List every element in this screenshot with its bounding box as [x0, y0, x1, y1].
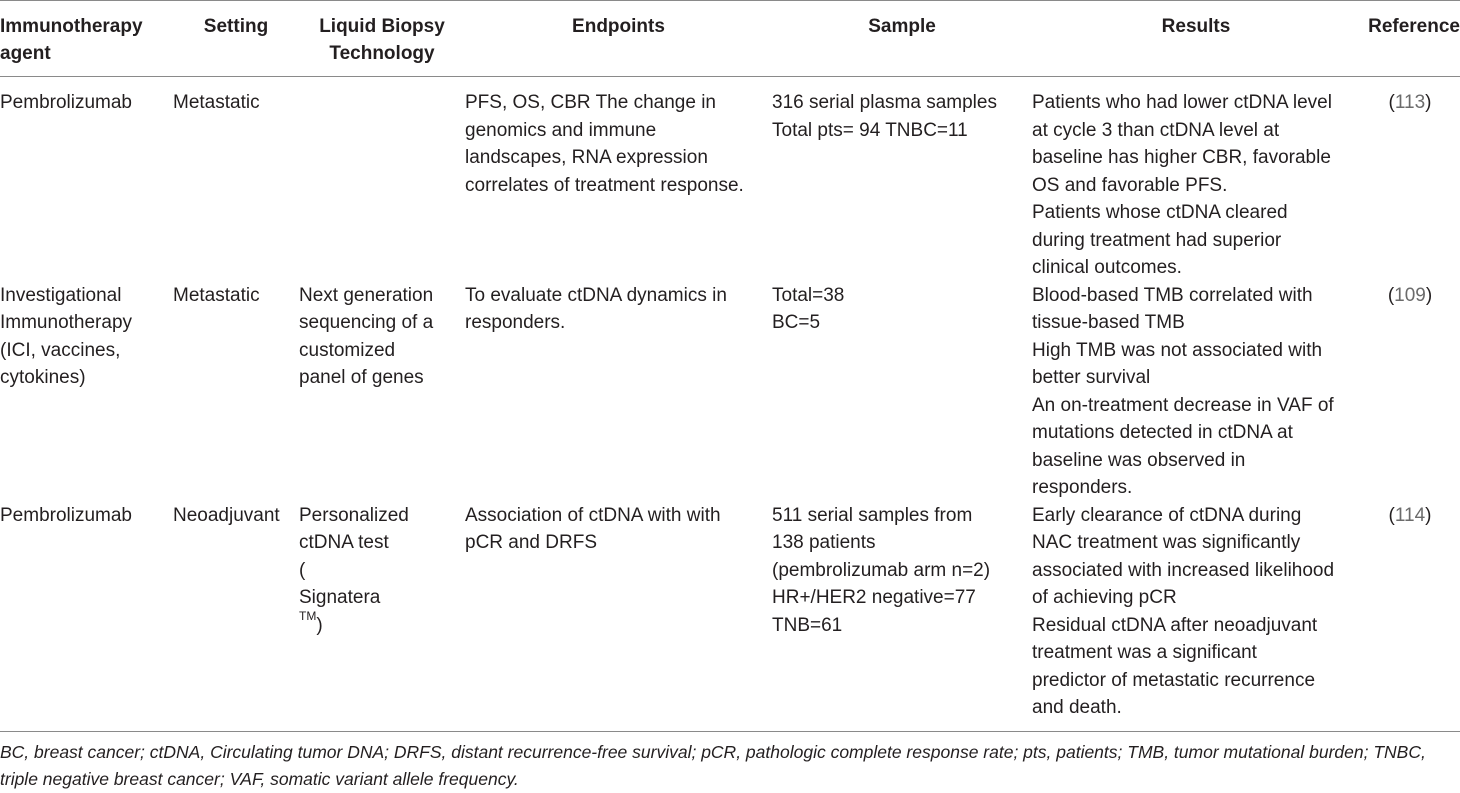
- cell-line: Patients whose ctDNA cleared: [1032, 202, 1288, 223]
- endpoints-cell: [465, 282, 772, 502]
- cell-line: better survival: [1032, 367, 1151, 388]
- cell-line: cytokines): [0, 367, 86, 388]
- cell-line: tissue-based TMB: [1032, 312, 1185, 333]
- cell-line: predictor of metastatic recurrence: [1032, 669, 1316, 691]
- table-footnote: BC, breast cancer; ctDNA, Circulating tumor DNA; DRFS, distant recurrence-free survival; pCR, pathologic complete response rate; pts, patients; TMB, tumor mutational burden; TNBC, triple negative breast cancer; VAF, somatic variant allele frequency.: [0, 742, 1426, 789]
- cell-line: PFS, OS, CBR The change in: [465, 92, 716, 113]
- table-row: [0, 77, 1460, 282]
- endpoints-cell: [465, 502, 772, 722]
- table-header: [0, 1, 1460, 77]
- cell-line: mutations detected in ctDNA at: [1032, 422, 1293, 443]
- technology-cell: [299, 282, 465, 502]
- agent-cell: [0, 282, 173, 502]
- cell-line: baseline was observed in: [1032, 449, 1246, 471]
- technology-line: Personalized: [299, 504, 409, 526]
- setting-cell: Metastatic: [173, 92, 260, 113]
- cell-line: OS and favorable PFS.: [1032, 174, 1228, 196]
- setting-cell: Neoadjuvant: [173, 504, 280, 526]
- cell-line: Investigational: [0, 284, 122, 306]
- cell-line: landscapes, RNA expression: [465, 147, 708, 168]
- cell-line: during treatment had superior: [1032, 229, 1282, 251]
- cell-line: TNB=61: [772, 614, 843, 636]
- technology-brand: Signatera: [299, 587, 381, 608]
- header-technology: Liquid Biopsy Technology: [299, 1, 465, 77]
- reference-cell: (114): [1388, 504, 1432, 526]
- cell-line: High TMB was not associated with: [1032, 339, 1323, 361]
- agent-cell: [0, 77, 173, 282]
- sample-cell: [772, 282, 1032, 502]
- header-row: [0, 1, 1460, 77]
- header-agent: Immunotherapy agent: [0, 1, 173, 77]
- cell-line: Residual ctDNA after neoadjuvant: [1032, 614, 1318, 636]
- cell-line: (pembrolizumab arm n=2): [772, 559, 991, 581]
- setting-cell: Metastatic: [173, 284, 260, 306]
- cell-line: 138 patients: [772, 532, 876, 553]
- cell-line: An on-treatment decrease in VAF of: [1032, 394, 1334, 416]
- table-row: [0, 282, 1460, 502]
- table-body: [0, 77, 1460, 722]
- cell-line: associated with increased likelihood: [1032, 559, 1335, 581]
- cell-line: Total=38: [772, 284, 845, 306]
- cell-line: 316 serial plasma samples: [772, 92, 997, 113]
- results-cell: [1032, 502, 1360, 722]
- header-endpoints: Endpoints: [465, 1, 772, 77]
- cell-line: BC=5: [772, 312, 821, 333]
- cell-line: HR+/HER2 negative=77: [772, 587, 976, 608]
- cell-line: panel of genes: [299, 367, 424, 388]
- cell-line: Early clearance of ctDNA during: [1032, 504, 1302, 526]
- cell-line: To evaluate ctDNA dynamics in: [465, 284, 727, 306]
- cell-line: clinical outcomes.: [1032, 257, 1182, 278]
- results-cell: [1032, 77, 1360, 282]
- technology-line: ctDNA test ( Signatera ™): [299, 529, 465, 639]
- cell-line: (ICI, vaccines,: [0, 339, 121, 361]
- cell-line: Association of ctDNA with with: [465, 504, 721, 526]
- endpoints-cell: [465, 77, 772, 282]
- agent-cell: [0, 502, 173, 722]
- cell-line: Total pts= 94 TNBC=11: [772, 119, 968, 141]
- cell-line: Blood-based TMB correlated with: [1032, 284, 1313, 306]
- cell-line: and death.: [1032, 697, 1122, 718]
- cell-line: Pembrolizumab: [0, 92, 132, 113]
- reference-link[interactable]: 113: [1394, 92, 1426, 113]
- cell-line: treatment was a significant: [1032, 642, 1257, 663]
- header-sample: Sample: [772, 1, 1032, 77]
- reference-cell: (113): [1388, 92, 1432, 113]
- trademark-mark: TM: [299, 609, 317, 624]
- header-reference: Reference: [1360, 1, 1460, 77]
- footer-divider: [0, 731, 1460, 732]
- reference-link[interactable]: 114: [1394, 504, 1426, 526]
- cell-line: Pembrolizumab: [0, 504, 132, 526]
- header-setting: Setting: [173, 1, 299, 77]
- cell-line: responders.: [465, 312, 566, 333]
- cell-line: genomics and immune: [465, 119, 657, 141]
- cell-line: of achieving pCR: [1032, 587, 1177, 608]
- cell-line: Patients who had lower ctDNA level: [1032, 92, 1332, 113]
- reference-cell: (109): [1387, 284, 1433, 306]
- sample-cell: [772, 502, 1032, 722]
- sample-cell: [772, 77, 1032, 282]
- cell-line: correlates of treatment response.: [465, 174, 744, 196]
- cell-line: at cycle 3 than ctDNA level at: [1032, 119, 1280, 141]
- technology-cell: [299, 77, 465, 282]
- cell-line: sequencing of a: [299, 312, 434, 333]
- technology-cell: [299, 502, 465, 722]
- cell-line: Next generation: [299, 284, 434, 306]
- cell-line: 511 serial samples from: [772, 504, 973, 526]
- reference-link[interactable]: 109: [1394, 284, 1426, 306]
- header-results: Results: [1032, 1, 1360, 77]
- cell-line: baseline has higher CBR, favorable: [1032, 147, 1331, 168]
- table-row: [0, 502, 1460, 722]
- cell-line: customized: [299, 339, 396, 361]
- results-cell: [1032, 282, 1360, 502]
- cell-line: Immunotherapy: [0, 312, 133, 333]
- cell-line: pCR and DRFS: [465, 532, 597, 553]
- cell-line: responders.: [1032, 477, 1133, 498]
- cell-line: NAC treatment was significantly: [1032, 532, 1301, 553]
